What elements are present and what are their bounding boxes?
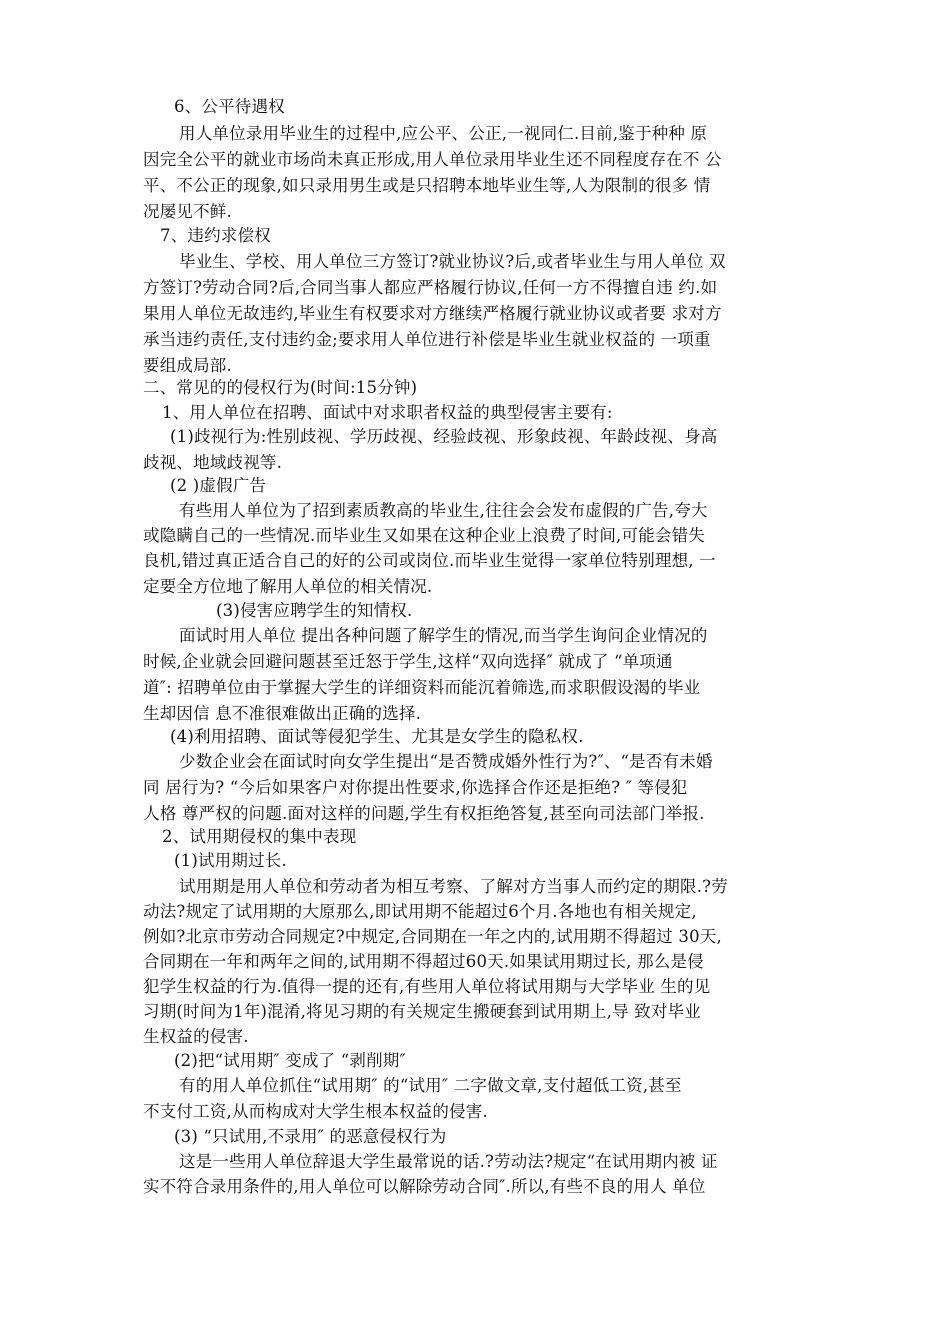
paragraph-line: 平、不公正的现象,如只录用男生或是只招聘本地毕业生等,人为限制的很多 情 — [143, 176, 711, 195]
paragraph-line: 这是一些用人单位辞退大学生最常说的话.?劳动法?规定“在试用期内被 证 — [179, 1152, 718, 1171]
heading-breach-compensation: 7、违约求偿权 — [160, 226, 271, 245]
paragraph-line: (1)歧视行为:性别歧视、学历歧视、经验歧视、形象歧视、年龄歧视、身高 — [170, 427, 718, 446]
subheading-probation: 2、试用期侵权的集中表现 — [162, 827, 357, 846]
paragraph-line: 生却因信 息不准很难做出正确的选择. — [143, 704, 422, 723]
paragraph-line: 因完全公平的就业市场尚未真正形成,用人单位录用毕业生还不同程度存在不 公 — [143, 150, 722, 169]
subheading-privacy: (4)利用招聘、面试等侵犯学生、尤其是女学生的隐私权. — [170, 727, 584, 746]
paragraph-line: 歧视、地域歧视等. — [143, 453, 283, 472]
paragraph-line: 有的用人单位抓住“试用期″ 的“试用″ 二字做文章,支付超低工资,甚至 — [179, 1076, 682, 1095]
paragraph-line: 犯学生权益的行为.值得一提的还有,有些用人单位将试用期与大学毕业 生的见 — [143, 977, 711, 996]
paragraph-line: 面试时用人单位 提出各种问题了解学生的情况,而当学生询问企业情况的 — [179, 626, 708, 645]
paragraph-line: 动法?规定了试用期的大原那么,即试用期不能超过6个月.各地也有相关规定, — [143, 902, 697, 921]
paragraph-line: 果用人单位无故违约,毕业生有权要求对方继续严格履行就业协议或者要 求对方 — [143, 304, 722, 323]
paragraph-line: 试用期是用人单位和劳动者为相互考察、了解对方当事人而约定的期限.?劳 — [179, 877, 728, 896]
paragraph-line: 例如?北京市劳动合同规定?中规定,合同期在一年之内的,试用期不得超过 30天, — [143, 927, 722, 946]
subheading-right-to-know: (3)侵害应聘学生的知情权. — [216, 601, 413, 620]
subheading-probation-too-long: (1)试用期过长. — [174, 851, 287, 870]
paragraph-line: 定要全方位地了解用人单位的相关情况. — [143, 577, 433, 596]
paragraph-line: 方签订?劳动合同?后,合同当事人都应严格履行协议,任何一方不得擅自违 约.如 — [143, 278, 718, 297]
paragraph-line: 合同期在一年和两年之间的,试用期不得超过60天.如果试用期过长, 那么是侵 — [143, 952, 704, 971]
paragraph-line: 要组成局部. — [143, 356, 232, 375]
subheading-recruitment: 1、用人单位在招聘、面试中对求职者权益的典型侵害主要有: — [162, 403, 613, 422]
paragraph-line: 习期(时间为1年)混淆,将见习期的有关规定生搬硬套到试用期上,导 致对毕业 — [143, 1002, 702, 1021]
paragraph-line: 生权益的侵害. — [143, 1027, 249, 1046]
paragraph-line: 实不符合录用条件的,用人单位可以解除劳动合同″.所以,有些不良的用人 单位 — [143, 1177, 706, 1196]
subheading-exploitation: (2)把“试用期″ 变成了 “剥削期″ — [174, 1051, 406, 1070]
paragraph-line: 毕业生、学校、用人单位三方签订?就业协议?后,或者毕业生与用人单位 双 — [179, 252, 726, 271]
paragraph-line: 人格 尊严权的问题.面对这样的问题,学生有权拒绝答复,甚至向司法部门举报. — [143, 804, 705, 823]
paragraph-line: 或隐瞒自己的一些情况.而毕业生又如果在这种企业上浪费了时间,可能会错失 — [143, 526, 705, 545]
subheading-malicious-infringement: (3) “只试用,不录用″ 的恶意侵权行为 — [174, 1127, 447, 1146]
heading-fair-treatment: 6、公平待遇权 — [174, 97, 285, 116]
paragraph-line: 同 居行为? “今后如果客户对你提出性要求,你选择合作还是拒绝? ″ 等侵犯 — [143, 778, 688, 797]
paragraph-line: 时候,企业就会回避问题甚至迁怒于学生,这样“双向选择″ 就成了 “单项通 — [143, 652, 673, 671]
paragraph-line: 况屡见不鲜. — [143, 202, 232, 221]
subheading-false-ads: (2 )虚假广告 — [170, 476, 267, 495]
paragraph-line: 道″: 招聘单位由于掌握大学生的详细资料而能沉着筛选,而求职假设渴的毕业 — [143, 678, 701, 697]
paragraph-line: 承当违约责任,支付违约金;要求用人单位进行补偿是毕业生就业权益的 一项重 — [143, 330, 711, 349]
paragraph-line: 少数企业会在面试时向女学生提出“是否赞成婚外性行为?″、“是否有未婚 — [179, 752, 713, 771]
paragraph-line: 有些用人单位为了招到素质教高的毕业生,往往会会发布虚假的广告,夸大 — [179, 501, 708, 520]
paragraph-line: 良机,错过真正适合自己的好的公司或岗位.而毕业生觉得一家单位特别理想, 一 — [143, 551, 716, 570]
paragraph-line: 用人单位录用毕业生的过程中,应公平、公正,一视同仁.目前,鉴于种种 原 — [179, 124, 708, 143]
section-heading-infringements: 二、常见的的侵权行为(时间:15分钟) — [143, 378, 418, 397]
paragraph-line: 不支付工资,从而构成对大学生根本权益的侵害. — [143, 1102, 488, 1121]
